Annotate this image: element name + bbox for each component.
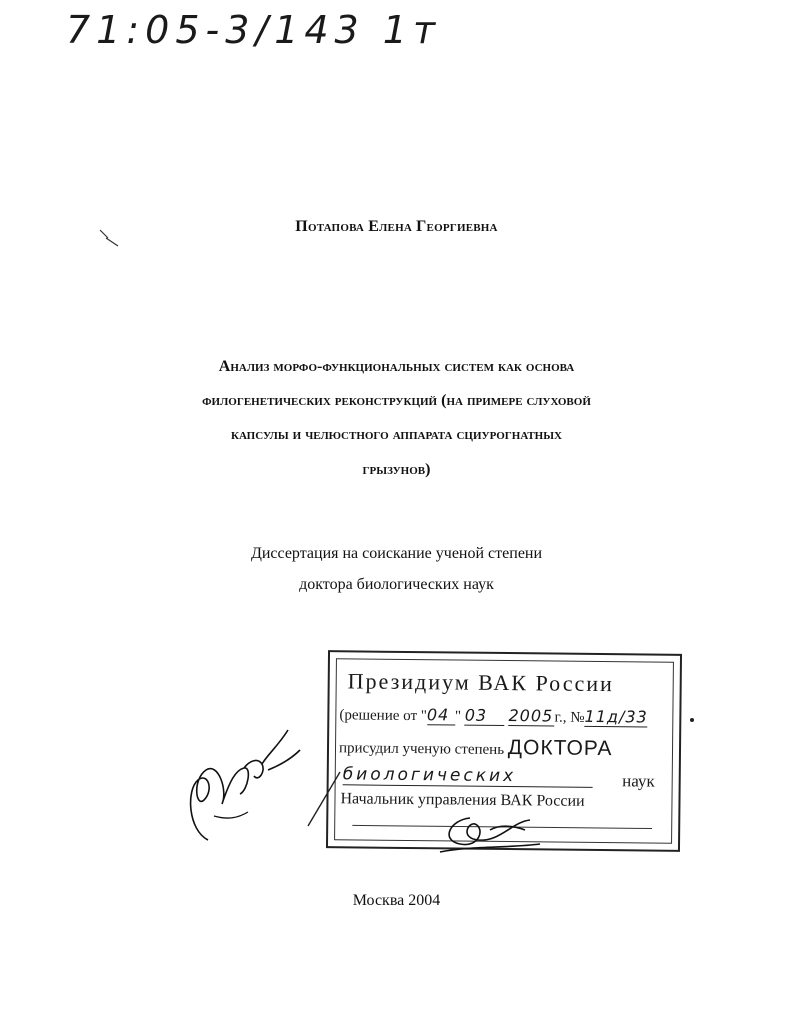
title-line-2: филогенетических реконструкций (на примере слуховой [202, 392, 591, 409]
stamp-field-line [342, 764, 663, 791]
stamp-field-suffix: наук [622, 771, 655, 791]
official-signature-icon [430, 800, 550, 860]
title-line-1: Анализ морфо-функциональных систем как основа [218, 358, 575, 375]
ink-dot-icon [688, 716, 696, 724]
stamp-decision-line [339, 704, 648, 727]
pen-stroke-icon [300, 770, 350, 830]
stamp-awarded-line [339, 734, 613, 761]
degree-line-2: доктора биологических наук [299, 576, 494, 593]
city-year: Москва 2004 [352, 892, 441, 909]
stamp-decision-day: 04 [427, 705, 455, 725]
stamp-header: Президиум ВАК России [347, 668, 614, 697]
stamp-decision-mid: " [454, 708, 462, 725]
stamp-decision-number: 11д/33 [584, 706, 648, 727]
stamp-decision-year-suffix: г., № [554, 709, 585, 726]
title-line-3: капсулы и челюстного аппарата сциурогнатных [231, 426, 562, 443]
title-line-4: грызунов) [362, 461, 431, 478]
archive-code: 71:05-3/143 1т [66, 8, 442, 52]
stamp-field-handwritten: биологических [343, 764, 593, 788]
stamp-decision-year: 2005 [508, 706, 554, 726]
author-name: Потапова Елена Георгиевна [295, 218, 498, 235]
stamp-awarded-degree: ДОКТОРА [507, 736, 613, 761]
stamp-awarded-prefix: присудил ученую степень [338, 740, 508, 759]
degree-line-1: Диссертация на соискание ученой степени [250, 545, 543, 562]
author-signature-icon [178, 720, 308, 850]
stamp-decision-month: 03 [465, 706, 505, 726]
stamp-footer: Начальник управления ВАК России [340, 790, 585, 810]
stamp-decision-prefix: (решение от " [339, 707, 428, 725]
